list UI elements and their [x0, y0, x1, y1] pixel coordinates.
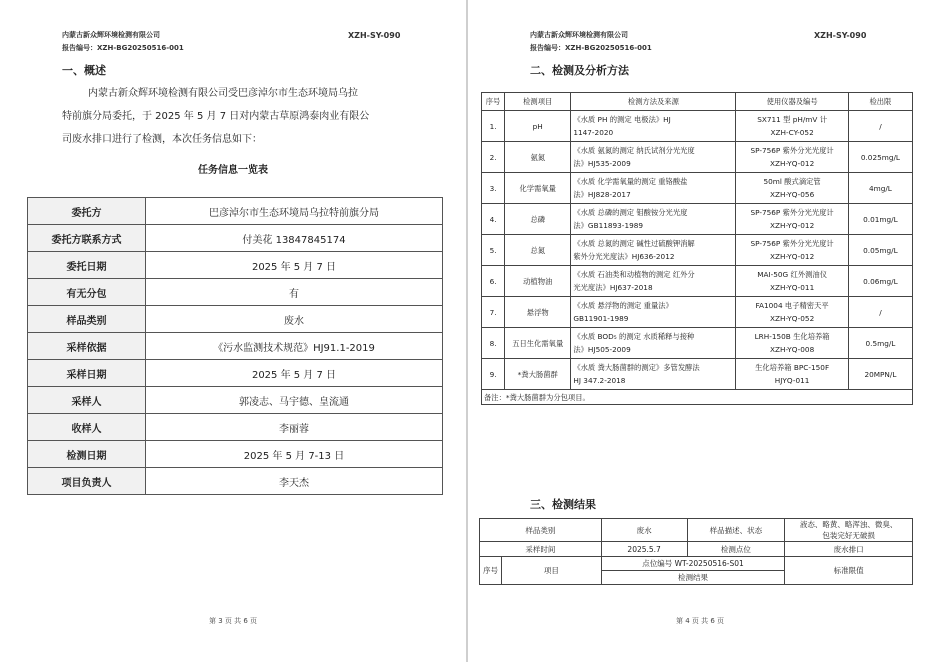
instrument-line: XZH-CY-052 — [770, 128, 814, 137]
col-instrument: 使用仪器及编号 — [736, 93, 848, 111]
method-source — [571, 359, 736, 390]
intro-line-1: 内蒙古新众辉环境检测有限公司受巴彦淖尔市生态环境局乌拉 — [88, 88, 358, 99]
methods-row — [482, 235, 913, 266]
doc-code: XZH-SY-090 — [348, 31, 401, 40]
instrument-line: XZH-YQ-008 — [770, 345, 815, 354]
method-source — [571, 142, 736, 173]
instrument-line: XZH-YQ-012 — [770, 221, 815, 230]
col-item: 检测项目 — [505, 93, 571, 111]
section-title-overview: 一、概述 — [62, 64, 106, 77]
task-key: 有无分包 — [28, 279, 146, 306]
methods-row — [482, 111, 913, 142]
method-line: 法》HJ505-2009 — [573, 345, 631, 354]
method-instrument — [736, 235, 848, 266]
task-value: 李丽蓉 — [146, 414, 443, 441]
methods-row — [482, 204, 913, 235]
methods-row — [482, 328, 913, 359]
method-line: 法》HJ535-2009 — [573, 159, 631, 168]
task-key: 委托方 — [28, 198, 146, 225]
method-item: 五日生化需氧量 — [505, 328, 571, 359]
method-item: 总氮 — [505, 235, 571, 266]
task-key: 采样依据 — [28, 333, 146, 360]
results-col-result: 检测结果 — [601, 571, 785, 585]
instrument-line: XZH-YQ-056 — [770, 190, 815, 199]
task-value: 《污水监测技术规范》HJ91.1-2019 — [146, 333, 443, 360]
results-row-sample-type — [480, 519, 913, 542]
method-line: 光光度法》HJ637-2018 — [573, 283, 653, 292]
sample-desc-label: 样品描述、状态 — [687, 519, 785, 542]
method-no: 6. — [482, 266, 505, 297]
method-line: 法》HJ828-2017 — [573, 190, 631, 199]
task-row — [28, 441, 443, 468]
task-value: 废水 — [146, 306, 443, 333]
method-limit: 4mg/L — [848, 173, 912, 204]
task-value: 2025 年 5 月 7 日 — [146, 360, 443, 387]
task-value: 李天杰 — [146, 468, 443, 495]
task-value: 有 — [146, 279, 443, 306]
intro-line-2: 特前旗分局委托，于 2025 年 5 月 7 日对内蒙古草原鸿泰肉业有限公 — [62, 111, 370, 122]
method-instrument — [736, 297, 848, 328]
instrument-line: HJYQ-011 — [774, 376, 810, 385]
col-limit: 检出限 — [848, 93, 912, 111]
instrument-line: SP-756P 紫外分光光度计 — [750, 239, 834, 248]
methods-row — [482, 142, 913, 173]
method-limit: 0.5mg/L — [848, 328, 912, 359]
task-key: 采样人 — [28, 387, 146, 414]
method-item: 总磷 — [505, 204, 571, 235]
section-title-methods: 二、检测及分析方法 — [530, 64, 629, 77]
method-source — [571, 297, 736, 328]
sample-desc-value — [785, 519, 913, 542]
task-row — [28, 252, 443, 279]
method-no: 3. — [482, 173, 505, 204]
method-instrument — [736, 204, 848, 235]
method-limit: 0.05mg/L — [848, 235, 912, 266]
col-method: 检测方法及来源 — [571, 93, 736, 111]
page-footer: 第 4 页 共 6 页 — [675, 617, 725, 625]
method-no: 7. — [482, 297, 505, 328]
task-key: 检测日期 — [28, 441, 146, 468]
method-item: 氨氮 — [505, 142, 571, 173]
methods-note-row — [482, 390, 913, 405]
task-key: 委托方联系方式 — [28, 225, 146, 252]
task-key: 委托日期 — [28, 252, 146, 279]
method-limit: 20MPN/L — [848, 359, 912, 390]
method-source — [571, 173, 736, 204]
task-value: 巴彦淖尔市生态环境局乌拉特前旗分局 — [146, 198, 443, 225]
instrument-line: SP-756P 紫外分光光度计 — [750, 146, 834, 155]
method-source — [571, 111, 736, 142]
instrument-line: 生化培养箱 BPC-150F — [755, 363, 830, 372]
methods-row — [482, 297, 913, 328]
sample-type-value: 废水 — [601, 519, 687, 542]
method-item: 化学需氧量 — [505, 173, 571, 204]
task-row — [28, 414, 443, 441]
methods-note: 备注：*粪大肠菌群为分包项目。 — [482, 390, 913, 405]
method-no: 5. — [482, 235, 505, 266]
task-row — [28, 387, 443, 414]
method-line: HJ 347.2-2018 — [573, 376, 626, 385]
method-no: 8. — [482, 328, 505, 359]
task-info-table — [27, 197, 443, 495]
instrument-line: MAI-50G 红外测油仪 — [757, 270, 828, 279]
method-line: 《水质 粪大肠菌群的测定》多管发酵法 — [573, 363, 700, 372]
method-source — [571, 204, 736, 235]
results-col-standard: 标准限值 — [785, 557, 913, 585]
instrument-line: XZH-YQ-012 — [770, 159, 815, 168]
task-row — [28, 198, 443, 225]
instrument-line: 50ml 酸式滴定管 — [763, 177, 821, 186]
task-row — [28, 333, 443, 360]
method-limit: 0.01mg/L — [848, 204, 912, 235]
company-header: 内蒙古新众辉环境检测有限公司 — [62, 31, 160, 39]
instrument-line: SX711 型 pH/mV 计 — [757, 115, 827, 124]
instrument-line: LRH-150B 生化培养箱 — [754, 332, 830, 341]
method-line: 《水质 BOD₅ 的测定 水质稀释与接种 — [573, 332, 695, 341]
method-item: pH — [505, 111, 571, 142]
task-row — [28, 279, 443, 306]
task-key: 采样日期 — [28, 360, 146, 387]
instrument-line: XZH-YQ-012 — [770, 252, 815, 261]
method-instrument — [736, 266, 848, 297]
method-instrument — [736, 328, 848, 359]
sampling-date-label: 采样时间 — [480, 542, 602, 557]
method-instrument — [736, 111, 848, 142]
doc-code: XZH-SY-090 — [814, 31, 867, 40]
task-value: 付美花 13847845174 — [146, 225, 443, 252]
sampling-date-value: 2025.5.7 — [601, 542, 687, 557]
instrument-line: FA1004 电子精密天平 — [755, 301, 829, 310]
method-limit: 0.06mg/L — [848, 266, 912, 297]
method-line: GB11901-1989 — [573, 314, 629, 323]
results-col-item: 项目 — [501, 557, 601, 585]
method-line: 《水质 化学需氧量的测定 重铬酸盐 — [573, 177, 688, 186]
sample-desc-line: 液态、略黄、略浑浊、微臭、 — [799, 520, 898, 529]
methods-row — [482, 359, 913, 390]
point-code: 点位编号 WT-20250516-S01 — [601, 557, 785, 571]
task-key: 项目负责人 — [28, 468, 146, 495]
method-limit: / — [848, 297, 912, 328]
report-number: 报告编号：XZH-BG20250516-001 — [530, 44, 652, 52]
task-row — [28, 360, 443, 387]
section-title-results: 三、检测结果 — [530, 498, 596, 511]
method-line: 紫外分光光度法》HJ636-2012 — [573, 252, 675, 261]
task-value: 郭凌志、马宇德、皇流通 — [146, 387, 443, 414]
methods-row — [482, 173, 913, 204]
method-line: 《水质 石油类和动植物的测定 红外分 — [573, 270, 695, 279]
method-no: 9. — [482, 359, 505, 390]
method-instrument — [736, 142, 848, 173]
results-row-sampling — [480, 542, 913, 557]
method-no: 4. — [482, 204, 505, 235]
method-line: 法》GB11893-1989 — [573, 221, 644, 230]
task-row — [28, 306, 443, 333]
method-line: 《水质 PH 的测定 电极法》HJ — [573, 115, 671, 124]
methods-table — [481, 92, 913, 405]
page-footer: 第 3 页 共 6 页 — [208, 617, 258, 625]
method-item: 悬浮物 — [505, 297, 571, 328]
col-no: 序号 — [482, 93, 505, 111]
method-no: 1. — [482, 111, 505, 142]
page-4 — [468, 0, 932, 662]
sample-desc-line: 包装完好无破损 — [822, 531, 875, 540]
method-source — [571, 266, 736, 297]
instrument-line: XZH-YQ-011 — [770, 283, 815, 292]
method-line: 《水质 总磷的测定 钼酸铵分光光度 — [573, 208, 688, 217]
method-no: 2. — [482, 142, 505, 173]
method-item: *粪大肠菌群 — [505, 359, 571, 390]
instrument-line: XZH-YQ-052 — [770, 314, 815, 323]
method-item: 动植物油 — [505, 266, 571, 297]
method-line: 《水质 总氮的测定 碱性过硫酸钾消解 — [573, 239, 695, 248]
task-value: 2025 年 5 月 7 日 — [146, 252, 443, 279]
instrument-line: SP-756P 紫外分光光度计 — [750, 208, 834, 217]
method-instrument — [736, 359, 848, 390]
task-value: 2025 年 5 月 7-13 日 — [146, 441, 443, 468]
task-row — [28, 225, 443, 252]
intro-line-3: 司废水排口进行了检测，本次任务信息如下： — [62, 134, 262, 145]
report-number: 报告编号：XZH-BG20250516-001 — [62, 44, 184, 52]
method-limit: / — [848, 111, 912, 142]
method-limit: 0.025mg/L — [848, 142, 912, 173]
task-table-title: 任务信息一览表 — [198, 165, 268, 176]
methods-header-row — [482, 93, 913, 111]
point-label: 检测点位 — [687, 542, 785, 557]
task-row — [28, 468, 443, 495]
results-header-row — [480, 557, 913, 571]
method-source — [571, 328, 736, 359]
method-line: 《水质 氨氮的测定 纳氏试剂分光光度 — [573, 146, 695, 155]
point-value: 废水排口 — [785, 542, 913, 557]
task-key: 收样人 — [28, 414, 146, 441]
results-table — [479, 518, 913, 585]
method-line: 《水质 悬浮物的测定 重量法》 — [573, 301, 673, 310]
methods-row — [482, 266, 913, 297]
company-header: 内蒙古新众辉环境检测有限公司 — [530, 31, 628, 39]
sample-type-label: 样品类别 — [480, 519, 602, 542]
task-key: 样品类别 — [28, 306, 146, 333]
method-instrument — [736, 173, 848, 204]
method-source — [571, 235, 736, 266]
results-col-no: 序号 — [480, 557, 502, 585]
method-line: 1147-2020 — [573, 128, 614, 137]
